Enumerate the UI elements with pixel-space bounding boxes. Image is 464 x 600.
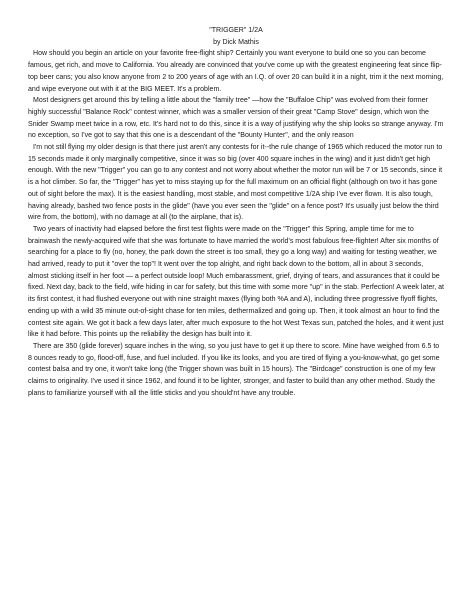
article-title: "TRIGGER" 1/2A xyxy=(209,27,263,34)
paragraph-intro: How should you begin an article on your favorite free-flight ship? Certainly you want everyone to build one so you can become famous, get rich, and move to California. You already are convinced that you've come up with the greatest engineering feat since flip-top beer cans; you also know anyone from 2 to 200 years of age with an I.Q. of over 20 can build it in a night, trim it the next morning, and wipe everyone out with it at the BIG MEET. It's a problem. xyxy=(28,50,444,93)
article-author: by Dick Mathis xyxy=(213,38,259,46)
paragraph-test-flights: Two years of inactivity had elapsed before the first test flights were made on the "Trigger" this Spring, ample time for me to brainwash the newly-acquired wife that she was fortunate to have married the world's most fabulous free-flighter! After six months of searching for a place to fly (no, honey, the park down the street is too small, they go a long way) and waiting for testing weather, we had arrived, ready to put it "over the top"! It went over the top alright, and right back down to the bottom, all in about 3 seconds, almost sticking itself in her foot — a perfect outside loop! Much embarassment, grief, drying of tears, and assurances that it could be fixed. Next day, back to the field, wife hiding in car for safety, but this time with some more "up" in the stab. Perfection! A week later, at its first contest, it had flushed everyone out with nine straight maxes (flying both %A and A), including three progressive flyoff flights, ending up with a wild 35 minute out-of-sight chase for ten miles, dethermalized and going up. Then, it took almost an hour to find the contest site again. We got it back a few days later, after much exposure to the hot West Texas sun, patched the holes, and it went just like it had before. This points up the reliability the design has built into it. xyxy=(28,225,445,339)
article-body xyxy=(28,25,444,400)
paragraph-family-tree: Most designers get around this by telling a little about the "family tree" —how the "Buffaloe Chip" was evolved from their former highly successful "Balance Rock" contest winner, which was a smaller version of their great "Camp Stove" design, which won the Snider Swamp meet twice in a row, etc. It's hard not to do this, since it is a way of justifying why the ship looks so strange anyway. I'm no exception, so I've got to say that this one is a descendant of the "Bounty Hunter", and the only reason xyxy=(28,97,444,140)
paragraph-construction: There are 350 (glide forever) square inches in the wing, so you just have to get it up there to score. Mine have weighed from 6.5 to 8 ounces ready to go, flood-off, fuse, and fuel included. If you like its looks, and you are tired of flying a you-know-what, go get some contest balsa and try one, it won't take long (the Trigger shown was built in 15 hours). The "Birdcage" construction is one of my few claims to originality. I've used it since 1962, and found it to be lighter, stronger, and faster to build than any other method. Study the plans to familiarize yourself with all the little sticks and you should'nt have any trouble. xyxy=(28,342,440,397)
paragraph-older-design: I'm not still flying my older design is that there just aren't any contests for it--the rule change of 1965 which reduced the motor run to 15 seconds made it only marginally competitive, since it was so big (over 400 square inches in the wing) and it just didn't get high enough. With the new "Trigger" you can go to any contest and not worry about whether the motor run will be 7 or 15 seconds, since it is a hot climber. So far, the "Trigger" has yet to miss staying up for the full maximum on an official flight (although on two it has gone out of sight before the max). It is the easiest handling, most stable, and most competitive 1/2A ship I've ever flown. It is also tough, having already, bashed two fence posts in the glide" (have you ever seen the "glide" on a fence post? It's usually just below the third wire from, the bottom), with no damage at all (to the airplane, that is). xyxy=(28,144,443,222)
